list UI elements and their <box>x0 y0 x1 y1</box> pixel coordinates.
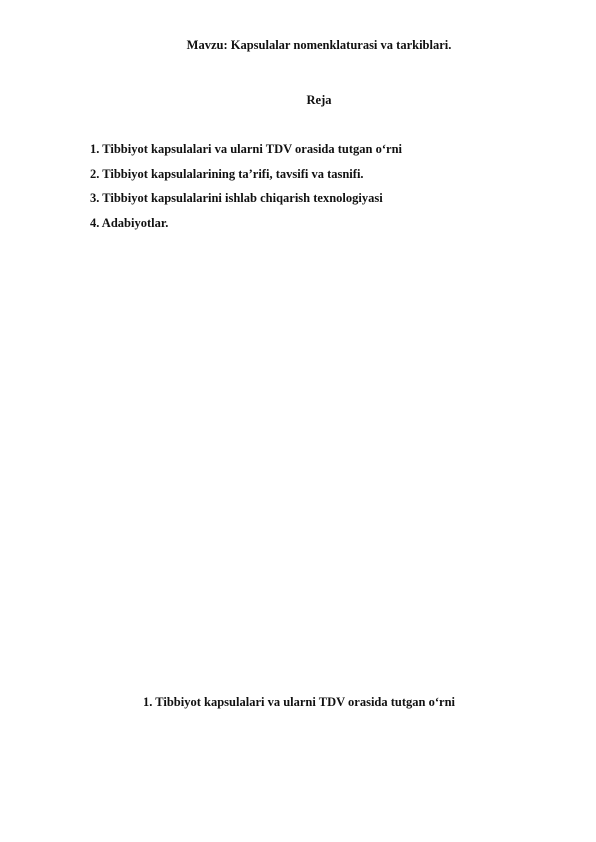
plan-item: 1. Tibbiyot kapsulalari va ularni TDV orasida tutgan o‘rni <box>90 142 402 156</box>
section-heading: 1. Tibbiyot kapsulalari va ularni TDV orasida tutgan o‘rni <box>143 695 455 709</box>
plan-item: 3. Tibbiyot kapsulalarini ishlab chiqarish texnologiyasi <box>90 191 383 205</box>
document-title: Mavzu: Kapsulalar nomenklaturasi va tarkiblari. <box>186 38 452 52</box>
plan-item: 4. Adabiyotlar. <box>90 215 169 230</box>
plan-heading: Reja <box>306 93 332 107</box>
plan-list <box>90 137 402 235</box>
plan-item: 2. Tibbiyot kapsulalarining ta’rifi, tavsifi va tasnifi. <box>90 166 364 181</box>
